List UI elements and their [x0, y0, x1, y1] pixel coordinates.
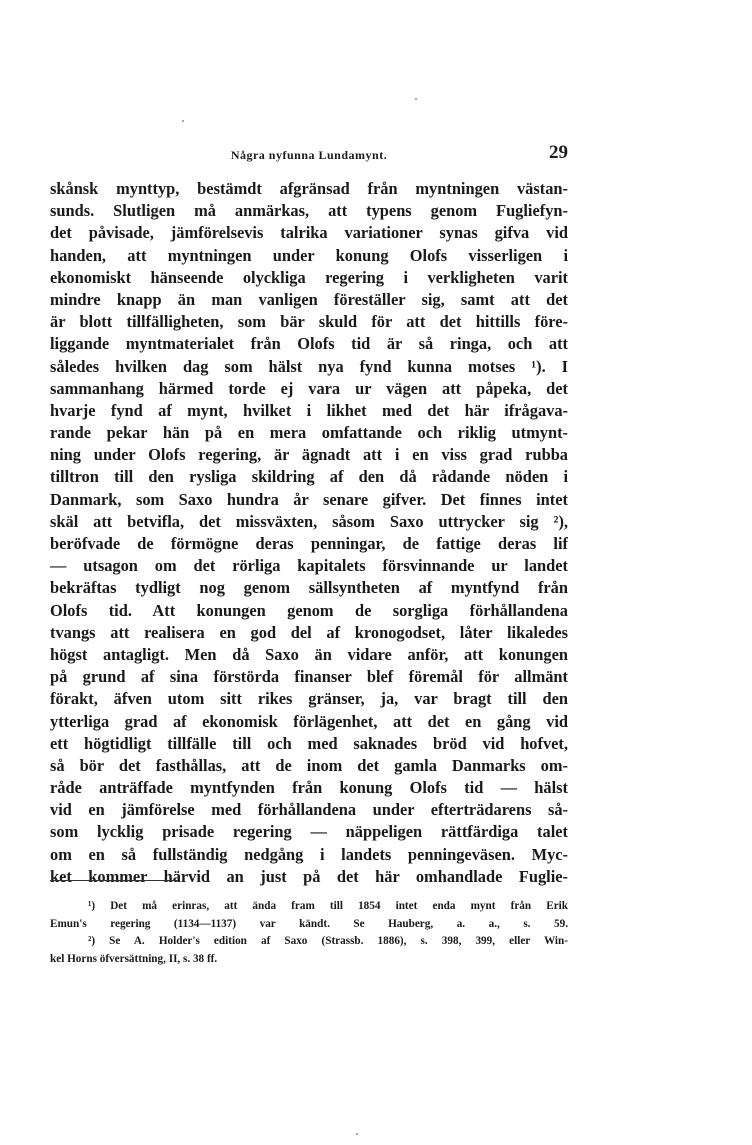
text-line: skånsk mynttyp, bestämdt afgränsad från myntningen västan- [50, 179, 568, 198]
text-line: liggande myntmaterialet från Olofs tid är så ringa, och att [50, 334, 568, 354]
text-line: högst antagligt. Men då Saxo än vidare anför, att konungen [50, 644, 568, 664]
text-line: mindre knapp än man vanligen föreställer sig, samt att det [50, 289, 568, 309]
text-line: tvangs att realisera en god del af kronogodset, låter likaledes [50, 622, 568, 642]
text-line: vid en jämförelse med förhållandena under efterträdarens så- [50, 800, 568, 820]
text-line: ket kommer härvid an just på det här omhandlade Fuglie- [50, 866, 568, 886]
text-line: hvarje fynd af mynt, hvilket i likhet med det här ifrågava- [50, 400, 568, 420]
text-line: rande pekar hän på en mera omfattande och riklig utmynt- [50, 423, 568, 443]
page-number: 29 [549, 142, 568, 163]
text-line: således hvilken dag som hälst nya fynd kunna motses ¹). I [50, 356, 568, 376]
text-line: på grund af sina förstörda finanser blef föremål för allmänt [50, 667, 568, 687]
text-line: sammanhang härmed torde ej vara ur vägen att påpeka, det [50, 378, 568, 398]
text-line: är blott tillfälligheten, som bär skuld för att det hittills före- [50, 312, 568, 332]
text-line: så bör det fasthållas, att de inom det gamla Danmarks om- [50, 755, 568, 775]
text-line: — utsagon om det rörliga kapitalets försvinnande ur landet [50, 556, 568, 576]
footnote-line: kel Horns öfversättning, II, s. 38 ff. [50, 952, 218, 965]
text-line: råde anträffade myntfynden från konung Olofs tid — hälst [50, 778, 568, 798]
paper-speck [356, 1133, 358, 1135]
text-line: sunds. Slutligen må anmärkas, att typens genom Fugliefyn- [50, 201, 568, 221]
footnote-line: ¹) Det må erinras, att ända fram till 1854 intet enda mynt från Erik [88, 900, 568, 912]
footnotes [50, 898, 568, 968]
text-line: Olofs tid. Att konungen genom de sorgliga förhållandena [50, 600, 568, 620]
text-line: förakt, äfven utom sitt rikes gränser, ja, var bragt till den [50, 689, 568, 709]
text-line: ning under Olofs regering, är ägnadt att i en viss grad rubba [50, 445, 568, 465]
running-title: Några nyfunna Lundamynt. [230, 148, 388, 162]
text-line: som lycklig prisade regering — näppeligen rättfärdiga talet [50, 822, 568, 842]
text-line: handen, att myntningen under konung Olofs visserligen i [50, 245, 568, 265]
text-line: ekonomiskt hänseende olyckliga regering i verkligheten varit [50, 267, 568, 287]
footnote-line: Emun's regering (1134—1137) var kändt. Se Hauberg, a. a., s. 59. [50, 917, 568, 930]
footnote-divider [50, 880, 178, 881]
body-text [50, 178, 568, 888]
text-line: om en så fullständig nedgång i landets penningeväsen. Myc- [50, 844, 568, 864]
page-header [50, 142, 568, 168]
footnote-line: ²) Se A. Holder's edition af Saxo (Strassb. 1886), s. 398, 399, eller Win- [88, 935, 568, 948]
text-line: ytterliga grad af ekonomisk förlägenhet, att det en gång vid [50, 711, 568, 731]
text-line: det påvisade, jämförelsevis talrika variationer synas gifva vid [50, 223, 568, 243]
text-line: bekräftas tydligt nog genom sällsyntheten af myntfynd från [50, 578, 568, 598]
text-line: beröfvade de förmögne deras penningar, de fattige deras lif [50, 534, 568, 553]
paper-speck [415, 98, 417, 100]
paper-speck [182, 120, 184, 122]
text-line: ett högtidligt tillfälle till och med saknades bröd vid hofvet, [50, 733, 568, 753]
text-line: Danmark, som Saxo hundra år senare gifver. Det finnes intet [50, 489, 568, 509]
text-line: skäl att betvifla, det missväxten, såsom Saxo uttrycker sig ²), [50, 511, 568, 531]
text-line: tilltron till den rysliga skildring af den då rådande nöden i [50, 467, 568, 487]
